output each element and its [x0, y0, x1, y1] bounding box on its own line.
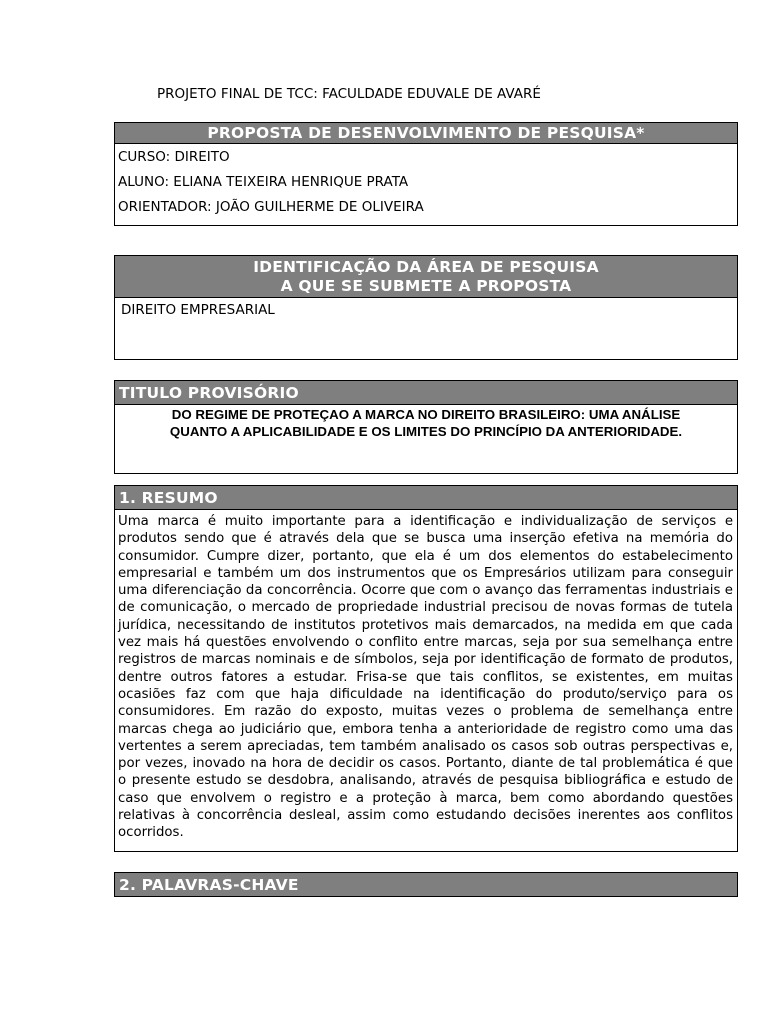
- research-area-title-line2: A QUE SE SUBMETE A PROPOSTA: [280, 277, 572, 295]
- summary-text: Uma marca é muito importante para a identificação e individualização de serviços e produtos sendo que é através dela que se busca uma inserção efetiva na memória do consumidor. Cumpre dizer, portanto, que ela é um dos elementos do estabelecimento empresarial e também um dos instrumentos que os Empresários utilizam para conseguir uma diferenciação da concorrência. Ocorre que com o avanço das ferramentas industriais e de comunicação, o mercado de propriedade industrial precisou de novas formas de tutela jurídica, necessitando de institutos protetivos mais demarcados, na medida em que cada vez mais há questões envolvendo o conflito entre marcas, seja por sua semelhança entre registros de marcas nominais e de símbolos, seja por identificação de formato de produtos, dentre outros fatores a estudar. Frisa-se que tais conflitos, se existentes, em muitas ocasiões faz com que haja dificuldade na identificação do produto/serviço para os consumidores. Em razão do exposto, muitas vezes o problema de semelhança entre marcas chega ao judiciário que, embora tenha a anterioridade de registro como uma das vertentes a serem apreciadas, tem também analisado os casos sob outras perspectivas e, por vezes, inovado na hora de decidir os casos. Portanto, diante de tal problemática é que o presente estudo se desdobra, analisando, através de pesquisa bibliográfica e estudo de caso que envolvem o registro e a proteção à marca, bem como abordando questões relativas à concorrência desleal, assim como estudando decisões inerentes aos conflitos ocorridos.: [118, 514, 733, 841]
- advisor-field: ORIENTADOR: JOÃO GUILHERME DE OLIVEIRA: [118, 199, 424, 215]
- keywords-box: [114, 872, 738, 897]
- proposal-box: [114, 122, 738, 226]
- summary-heading: 1. RESUMO: [115, 486, 737, 510]
- keywords-heading: 2. PALAVRAS-CHAVE: [115, 873, 737, 896]
- provisional-title-line1: DO REGIME DE PROTEÇAO A MARCA NO DIREITO BRASILEIRO: UMA ANÁLISE: [171, 407, 681, 422]
- provisional-title-box: [114, 380, 738, 474]
- provisional-title-text: [115, 405, 737, 440]
- page-header: PROJETO FINAL DE TCC: FACULDADE EDUVALE DE AVARÉ: [157, 86, 541, 102]
- student-field: ALUNO: ELIANA TEIXEIRA HENRIQUE PRATA: [118, 174, 409, 190]
- research-area-title-line1: IDENTIFICAÇÃO DA ÁREA DE PESQUISA: [253, 258, 599, 276]
- proposal-title: PROPOSTA DE DESENVOLVIMENTO DE PESQUISA*: [115, 123, 737, 144]
- provisional-title-line2: QUANTO A APLICABILIDADE E OS LIMITES DO PRINCÍPIO DA ANTERIORIDADE.: [169, 424, 683, 439]
- research-area-box: [114, 255, 738, 360]
- research-area-value: DIREITO EMPRESARIAL: [121, 302, 275, 318]
- research-area-title: [115, 256, 737, 298]
- course-field: CURSO: DIREITO: [118, 149, 230, 165]
- provisional-title-heading: TITULO PROVISÓRIO: [115, 381, 737, 405]
- summary-box: [114, 485, 738, 852]
